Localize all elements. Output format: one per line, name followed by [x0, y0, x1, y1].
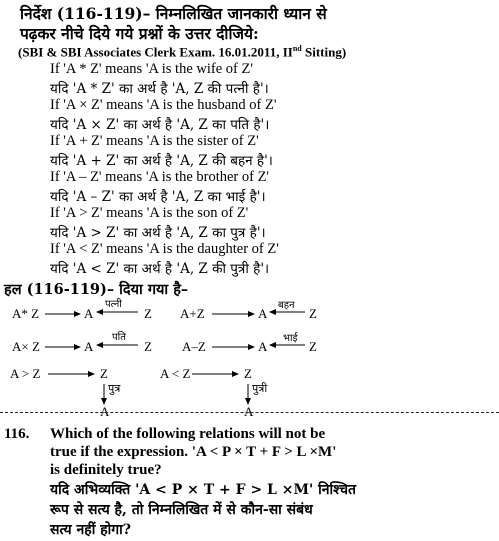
question-number: 116. [4, 426, 30, 442]
brother-node-a: A [258, 339, 268, 354]
wife-node-z: Z [144, 306, 152, 321]
daughter-label: पुत्री [252, 382, 268, 395]
relation-daughter-hi: यदि 'A < Z' का अर्थ है 'A, Z की पुत्री है'। [50, 261, 270, 277]
question-text-hi-2: रूप से सत्य है, तो निम्नलिखित में से कौन-सा संबंध [50, 502, 313, 518]
dashed-separator [0, 412, 499, 413]
relation-wife-hi: यदि 'A * Z' का अर्थ है 'A, Z की पत्नी है'। [50, 81, 269, 97]
wife-expression: A* Z [12, 306, 40, 321]
exam-source: (SBI & SBI Associates Clerk Exam. 16.01.2011, IInd Sitting) [18, 44, 347, 60]
daughter-expression: A < Z [160, 366, 191, 381]
relation-sister-en: If 'A + Z' means 'A is the sister of Z' [50, 133, 259, 149]
question-text-hi-3: सत्य नहीं होगा? [50, 522, 131, 538]
relation-son-hi: यदि 'A > Z' का अर्थ है 'A, Z का पुत्र है'। [50, 225, 266, 241]
wife-label: पत्नी [105, 299, 122, 310]
brother-expression: A–Z [182, 339, 206, 354]
son-node-z: Z [100, 366, 108, 381]
relation-husband-en: If 'A × Z' means 'A is the husband of Z' [50, 97, 277, 113]
son-expression: A > Z [10, 366, 41, 381]
brother-node-z: Z [309, 339, 317, 354]
brother-label: भाई [283, 333, 298, 344]
wife-node-a: A [84, 306, 94, 321]
husband-expression: A× Z [12, 339, 40, 354]
husband-node-a: A [84, 339, 94, 354]
daughter-node-a: A [244, 404, 254, 419]
sister-node-z: Z [309, 306, 317, 321]
son-node-a: A [100, 404, 110, 419]
relation-husband-hi: यदि 'A × Z' का अर्थ है 'A, Z का पति है'। [50, 117, 270, 133]
sister-node-a: A [258, 306, 268, 321]
directions-subheading: पढ़कर नीचे दिये गये प्रश्नों के उत्तर दीजिये: [20, 24, 259, 43]
sister-expression: A+Z [180, 306, 205, 321]
sister-label: बहन [278, 300, 295, 311]
daughter-node-z: Z [244, 366, 252, 381]
directions-heading: निर्देश (116-119)– निम्नलिखित जानकारी ध्यान से [20, 4, 327, 23]
relation-wife-en: If 'A * Z' means 'A is the wife of Z' [50, 61, 253, 77]
husband-node-z: Z [144, 339, 152, 354]
question-text-en-3: is definitely true? [50, 462, 162, 478]
relation-brother-hi: यदि 'A – Z' का अर्थ है 'A, Z का भाई है'। [50, 189, 266, 205]
question-text-hi-1: यदि अभिव्यक्ति 'A < P × T + F > L ×M' निश्चित [50, 482, 357, 498]
solution-heading: हल (116-119)– दिया गया है– [4, 281, 189, 298]
relation-daughter-en: If 'A < Z' means 'A is the daughter of Z' [50, 241, 279, 257]
question-text-en-1: Which of the following relations will not be [50, 426, 326, 442]
son-label: पुत्र [108, 382, 121, 395]
relation-son-en: If 'A > Z' means 'A is the son of Z' [50, 205, 249, 221]
relation-brother-en: If 'A – Z' means 'A is the brother of Z' [50, 169, 270, 185]
question-text-en-2: true if the expression. 'A < P × T + F > L ×M' [50, 444, 337, 460]
husband-label: पति [112, 332, 126, 343]
relation-sister-hi: यदि 'A + Z' का अर्थ है 'A, Z की बहन है'। [50, 153, 273, 169]
